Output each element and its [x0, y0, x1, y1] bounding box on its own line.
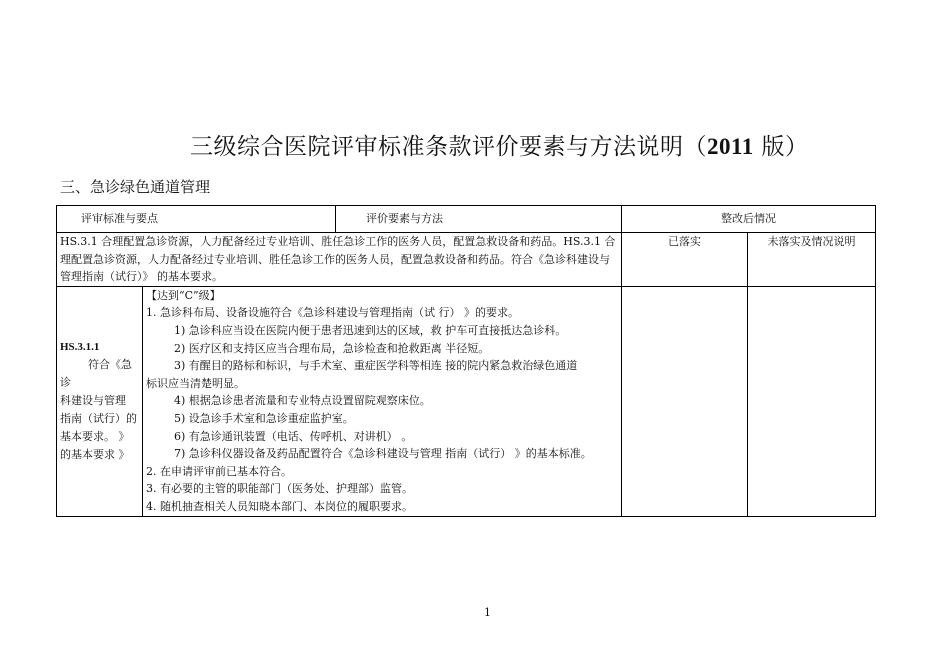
item-description-line: 基本要求。 》 [60, 430, 130, 444]
document-title [190, 128, 809, 161]
criteria-line: 3) 有醒目的路标和标识，与手术室、重症医学科等相连 接的院内紧急救治绿色通道 [174, 359, 578, 373]
item-description-line: 科建设与管理 [60, 394, 126, 408]
page-number: 1 [484, 606, 491, 619]
item-row [57, 286, 876, 516]
criteria-line: 2. 在申请评审前已基本符合。 [146, 464, 292, 478]
criteria-line: 2) 医疗区和支持区应当合理布局，急诊检查和抢救距离 半径短。 [174, 341, 490, 355]
item-description-line: 符合《急诊 [60, 358, 132, 390]
criteria-line: 4) 根据急诊患者流量和专业特点设置留院观察床位。 [174, 394, 431, 408]
item-description [60, 356, 139, 464]
standard-text: HS.3.1 合理配置急诊资源，人力配备经过专业培训、胜任急诊工作的医务人员，配置急救设备和药品。HS.3.1 合理配置急诊资源，人力配备经过专业培训、胜任急诊工作的医务人员，配置急救设备和药品。符合《急诊科建设与管理指南（试行）》 的基本要求。 [57, 233, 622, 287]
criteria-line: 标识应当清楚明显。 [146, 376, 245, 390]
section-title: 三、急诊绿色通道管理 [60, 178, 211, 196]
title-version: 2011 [707, 134, 754, 159]
criteria-line: 4. 随机抽查相关人员知晓本部门、本岗位的履职要求。 [146, 499, 413, 513]
item-criteria-cell [143, 286, 622, 516]
criteria-line: 6) 有急诊通讯装置（电话、传呼机、对讲机） 。 [174, 429, 413, 443]
item-code: HS.3.1.1 [60, 341, 100, 354]
not-implemented-header: 未落实及情况说明 [748, 233, 876, 287]
item-description-line: 指南（试行）的 [60, 412, 137, 426]
title-suffix: 版） [753, 134, 809, 160]
criteria-line: 5) 设急诊手术室和急诊重症监护室。 [174, 411, 354, 425]
header-standard: 评审标准与要点 [57, 206, 336, 233]
criteria-line: 1) 急诊科应当设在医院内便于患者迅速到达的区域，救 护车可直接抵达急诊科。 [174, 323, 567, 337]
criteria-line: 7) 急诊科仪器设备及药品配置符合《急诊科建设与管理 指南（试行） 》的基本标准。 [174, 447, 592, 461]
item-description-line: 的基本要求 》 [60, 448, 130, 462]
implemented-header: 已落实 [622, 233, 748, 287]
item-left-cell [57, 286, 143, 516]
criteria-list [146, 304, 618, 515]
not-implemented-cell [748, 286, 876, 516]
title-prefix: 三级综合医院评审标准条款评价要素与方法说明（ [190, 134, 707, 160]
evaluation-table [56, 205, 876, 517]
header-row [57, 206, 876, 233]
header-method: 评价要素与方法 [336, 206, 622, 233]
header-status: 整改后情况 [622, 206, 876, 233]
criteria-line: 3. 有必要的主管的职能部门（医务处、护理部）监管。 [146, 482, 413, 496]
grade-label: 【达到“C”级】 [146, 288, 221, 302]
implemented-cell [622, 286, 748, 516]
criteria-line: 1. 急诊科布局、设备设施符合《急诊科建设与管理指南（试 行） 》的要求。 [146, 306, 519, 320]
standard-row [57, 233, 876, 287]
